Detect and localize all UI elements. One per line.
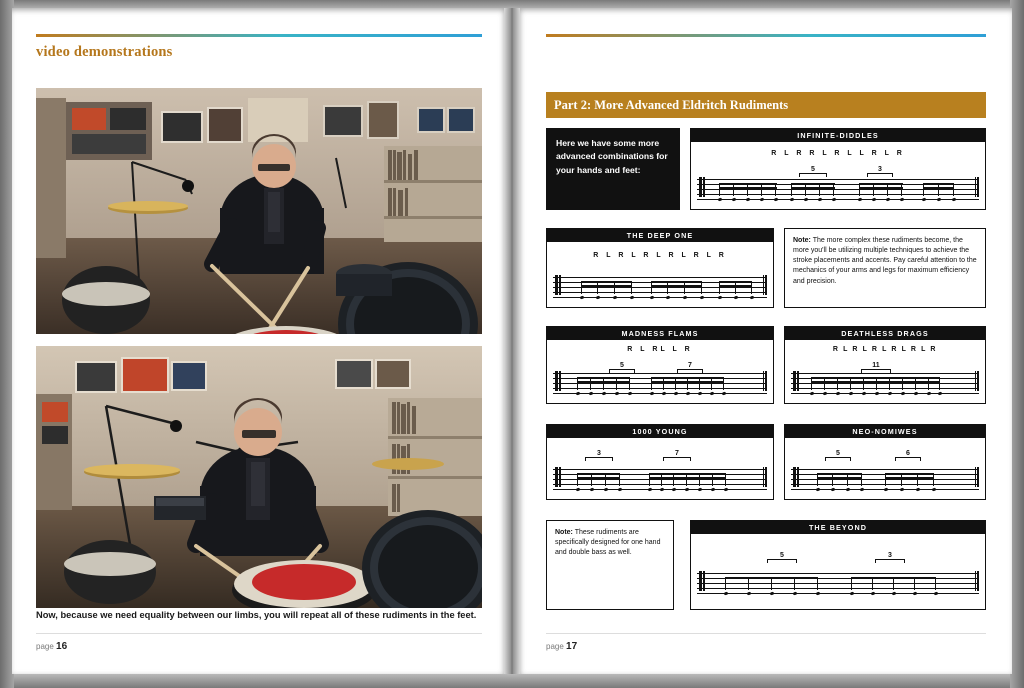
rudiment-title: MADNESS FLAMS <box>547 327 773 340</box>
note-group <box>851 577 935 595</box>
rudiment-notation <box>785 340 985 403</box>
note-group <box>577 473 619 491</box>
rudiment-title: THE BEYOND <box>691 521 985 534</box>
clef <box>699 571 705 591</box>
final-barline <box>763 467 767 487</box>
note-box-2 <box>546 520 674 610</box>
note-box-1 <box>784 228 986 308</box>
drummer-photo-1-illustration <box>36 88 482 334</box>
note-group <box>817 473 861 491</box>
sticking-row: R L RL L R <box>627 346 693 353</box>
clef <box>555 371 561 391</box>
right-page-label: page <box>546 642 564 651</box>
final-barline <box>763 371 767 391</box>
right-page-header-rule <box>546 34 986 37</box>
part-banner <box>546 92 986 118</box>
clef <box>793 467 799 487</box>
note-group <box>859 183 903 201</box>
intro-blurb: Here we have some more advanced combinations for your hands and feet: <box>546 128 680 210</box>
rudiment-notation <box>691 142 985 209</box>
left-page-header-rule <box>36 34 482 37</box>
clef <box>699 177 705 197</box>
drummer-photo-2-illustration <box>36 346 482 608</box>
tuplet-marker: 11 <box>861 362 891 373</box>
note-group <box>651 377 723 395</box>
left-page-footer <box>36 641 67 652</box>
part-banner-title: Part 2: More Advanced Eldritch Rudiments <box>554 97 789 112</box>
rudiment-title: THE DEEP ONE <box>547 229 773 242</box>
tuplet-marker: 3 <box>585 450 613 461</box>
rudiment-notation <box>547 340 773 403</box>
note-group <box>651 281 701 299</box>
tuplet-marker: 3 <box>867 166 893 177</box>
rudiment-notation <box>547 242 773 307</box>
tuplet-marker: 5 <box>767 552 797 563</box>
right-page-footer <box>546 641 577 652</box>
sticking-row: R L R L R L R L R L R <box>832 346 938 353</box>
tuplet-marker: 7 <box>663 450 691 461</box>
final-barline <box>975 571 979 591</box>
rudiment-card-madness-flams <box>546 326 774 404</box>
left-page-number: 16 <box>56 641 68 652</box>
rudiment-card-the-beyond <box>690 520 986 610</box>
final-barline <box>975 467 979 487</box>
rudiment-notation <box>785 438 985 499</box>
rudiment-card-infinite-diddles <box>690 128 986 210</box>
tuplet-marker: 3 <box>875 552 905 563</box>
note-group <box>719 183 777 201</box>
note-group <box>577 377 629 395</box>
note-label: Note: <box>793 237 811 244</box>
rudiment-card-1000-young <box>546 424 774 500</box>
rudiment-title: INFINITE-DIDDLES <box>691 129 985 142</box>
photo-caption: Now, because we need equality between our limbs, you will repeat all of these rudiments in the feet. <box>36 610 477 620</box>
clef <box>555 467 561 487</box>
final-barline <box>763 275 767 295</box>
note-group <box>811 377 939 395</box>
final-barline <box>975 371 979 391</box>
right-page-number: 17 <box>566 641 578 652</box>
clef <box>793 371 799 391</box>
note-group <box>719 281 751 299</box>
video-demo-photo-2 <box>36 346 482 608</box>
tuplet-marker: 5 <box>825 450 851 461</box>
rudiment-title: DEATHLESS DRAGS <box>785 327 985 340</box>
tuplet-marker: 5 <box>609 362 635 373</box>
rudiment-notation <box>547 438 773 499</box>
tuplet-marker: 5 <box>799 166 827 177</box>
right-page <box>518 8 1012 674</box>
rudiment-title: NEO-NOMIWES <box>785 425 985 438</box>
note-text: The more complex these rudiments become, the more you'll be utilizing multiple techniques to achieve the stroke placements and accents. Pay careful attention to the mechanics of your arms and legs for maximum efficiency and precision. <box>793 237 977 285</box>
clef <box>555 275 561 295</box>
video-demo-photo-1 <box>36 88 482 334</box>
tuplet-marker: 7 <box>677 362 703 373</box>
left-page <box>12 8 506 674</box>
spread-bottom-shadow <box>0 674 1024 688</box>
sticking-row: R L R R L R L L R L R <box>771 150 905 157</box>
rudiment-title: 1000 YOUNG <box>547 425 773 438</box>
right-footer-rule <box>546 633 986 634</box>
final-barline <box>975 177 979 197</box>
page-title: video demonstrations <box>36 44 173 60</box>
tuplet-marker: 6 <box>895 450 921 461</box>
rudiment-card-neo-nomiwes <box>784 424 986 500</box>
note-group <box>923 183 953 201</box>
rudiment-card-the-deep-one <box>546 228 774 308</box>
note-group <box>791 183 835 201</box>
rudiment-card-deathless-drags <box>784 326 986 404</box>
left-page-label: page <box>36 642 54 651</box>
note-group <box>885 473 933 491</box>
rudiment-notation <box>691 534 985 609</box>
note-group <box>725 577 817 595</box>
book-gutter <box>504 8 520 674</box>
left-footer-rule <box>36 633 482 634</box>
sticking-row: R L R L R L R L R L R <box>593 252 727 259</box>
note-label: Note: <box>555 529 573 536</box>
note-group <box>649 473 725 491</box>
note-text: These rudiments are specifically designed for one hand and double bass as well. <box>555 529 661 557</box>
spread-right-edge <box>1010 0 1024 688</box>
note-group <box>581 281 631 299</box>
